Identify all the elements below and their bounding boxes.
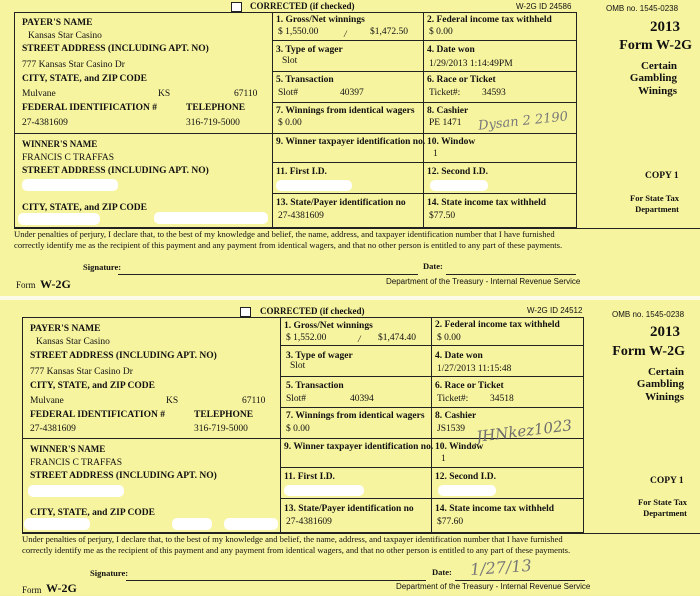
box4-label: 4. Date won (435, 351, 483, 361)
box1-gross: $ 1,552.00 (286, 333, 327, 343)
box9-label: 9. Winner taxpayer identification no. (284, 442, 434, 452)
form-id: W-2G ID 24586 (516, 2, 572, 11)
box6-value: 34593 (482, 88, 506, 98)
copy-label: COPY 1 (645, 171, 679, 181)
winner-name: FRANCIS C TRAFFAS (30, 458, 123, 468)
telephone: 316-719-5000 (186, 118, 240, 128)
form-code-bottom: W-2G (46, 581, 77, 595)
corrected-checkbox[interactable] (231, 2, 242, 12)
date-label: Date: (432, 567, 452, 577)
corrected-label: CORRECTED (if checked) (250, 1, 355, 11)
payer-city: Mulvane (30, 396, 64, 406)
redaction-second-id (430, 180, 488, 191)
box7-value: $ 0.00 (278, 118, 302, 128)
payer-name-label: PAYER'S NAME (30, 324, 101, 334)
payer-name: Kansas Star Casino (36, 337, 110, 347)
payer-state: KS (158, 89, 171, 99)
box3-value: Slot (290, 361, 306, 371)
winner-street-label: STREET ADDRESS (INCLUDING APT. NO) (30, 471, 217, 481)
box4-value: 1/27/2013 11:15:48 (437, 364, 512, 374)
box8-label: 8. Cashier (427, 106, 469, 116)
perjury-statement: Under penalties of perjury, I declare that, to the best of my knowledge and belief, the name, address, and taxpayer identification number that I have furnished correctly identify me as the recipient of this payment and any payment from identical wagers, and that no other person is entitled to any part of these payments. (22, 534, 571, 555)
w2g-form-2 (0, 300, 700, 595)
box6-label: 6. Race or Ticket (427, 75, 496, 85)
box3-label: 3. Type of wager (286, 351, 353, 361)
payer-street: 777 Kansas Star Casino Dr (22, 60, 125, 70)
box14-value: $77.60 (437, 517, 464, 527)
tax-year: 2013 (650, 324, 680, 340)
form-title: Form W-2G (619, 38, 692, 53)
box3-value: Slot (282, 56, 298, 66)
winner-name: FRANCIS C TRAFFAS (22, 153, 115, 163)
date-handwriting: 1/27/13 (469, 555, 533, 580)
box13-label: 13. State/Payer identification no (284, 504, 414, 514)
box8-value: JS1539 (437, 424, 465, 434)
form-subtitle-3: Winings (638, 85, 677, 97)
payer-zip: 67110 (234, 89, 258, 99)
redaction-winner-zip (224, 518, 278, 530)
box1-gross: $ 1,550.00 (278, 27, 319, 37)
box6-prefix: Ticket#: (429, 88, 461, 98)
box11-label: 11. First I.D. (276, 167, 327, 177)
fed-id: 27-4381609 (22, 118, 68, 128)
form-label-bottom: Form (22, 585, 42, 595)
box13-value: 27-4381609 (286, 517, 332, 527)
box9-label: 9. Winner taxpayer identification no. (276, 137, 426, 147)
copy-sub-1: For State Tax (630, 193, 679, 203)
winner-city-label: CITY, STATE, and ZIP CODE (22, 203, 147, 213)
payer-state: KS (166, 396, 179, 406)
box8-label: 8. Cashier (435, 411, 477, 421)
redaction-winner-zip (154, 212, 268, 224)
box10-value: 1 (433, 149, 438, 159)
redaction-winner-street (28, 485, 124, 497)
payer-street-label: STREET ADDRESS (INCLUDING APT. NO) (22, 44, 209, 54)
box1-sep: / (358, 335, 361, 345)
redaction-first-id (276, 180, 352, 191)
box7-label: 7. Winnings from identical wagers (276, 106, 415, 116)
payer-name-label: PAYER'S NAME (22, 18, 93, 28)
signature-label: Signature: (83, 262, 122, 272)
box1-label: 1. Gross/Net winnings (284, 321, 373, 331)
box8-value: PE 1471 (429, 118, 462, 128)
form-subtitle-2: Gambling (629, 72, 677, 84)
form-subtitle-2: Gambling (636, 378, 684, 390)
payer-zip: 67110 (242, 396, 266, 406)
fed-id-label: FEDERAL IDENTIFICATION # (22, 103, 157, 113)
omb-number: OMB no. 1545-0238 (612, 310, 685, 319)
box6-prefix: Ticket#: (437, 394, 469, 404)
form-code-bottom: W-2G (40, 277, 71, 291)
fed-id-label: FEDERAL IDENTIFICATION # (30, 410, 165, 420)
box14-label: 14. State income tax withheld (427, 198, 547, 208)
redaction-winner-state (172, 518, 212, 530)
box12-label: 12. Second I.D. (427, 167, 488, 177)
dept-treasury: Department of the Treasury - Internal Revenue Service (386, 277, 581, 286)
box1-label: 1. Gross/Net winnings (276, 15, 365, 25)
telephone: 316-719-5000 (194, 424, 248, 434)
corrected-label: CORRECTED (if checked) (260, 306, 365, 316)
payer-city-label: CITY, STATE, and ZIP CODE (22, 74, 147, 84)
box2-label: 2. Federal income tax withheld (435, 320, 560, 330)
redaction-winner-city (24, 518, 90, 530)
box5-label: 5. Transaction (286, 381, 344, 391)
box10-value: 1 (441, 454, 446, 464)
copy-label: COPY 1 (650, 476, 684, 486)
winner-city-label: CITY, STATE, and ZIP CODE (30, 508, 155, 518)
box5-prefix: Slot# (286, 394, 307, 404)
box2-value: $ 0.00 (429, 27, 453, 37)
copy-sub-2: Department (643, 508, 687, 518)
form-subtitle-1: Certain (640, 60, 677, 72)
dept-treasury: Department of the Treasury - Internal Revenue Service (396, 582, 591, 591)
payer-city-label: CITY, STATE, and ZIP CODE (30, 381, 155, 391)
form-title: Form W-2G (612, 344, 685, 359)
fed-id: 27-4381609 (30, 424, 76, 434)
redaction-second-id (438, 485, 496, 496)
date-label: Date: (423, 261, 443, 271)
box5-label: 5. Transaction (276, 75, 334, 85)
form-subtitle-3: Winings (645, 391, 684, 403)
redaction-winner-street (22, 179, 118, 191)
payer-street-label: STREET ADDRESS (INCLUDING APT. NO) (30, 351, 217, 361)
box12-label: 12. Second I.D. (435, 472, 496, 482)
box7-label: 7. Winnings from identical wagers (286, 411, 425, 421)
payer-city: Mulvane (22, 89, 56, 99)
winner-name-label: WINNER'S NAME (30, 444, 106, 454)
box14-label: 14. State income tax withheld (435, 504, 555, 514)
box4-label: 4. Date won (427, 45, 475, 55)
tax-year: 2013 (650, 19, 680, 35)
box13-value: 27-4381609 (278, 211, 324, 221)
box1-net: $1,472.50 (370, 27, 408, 37)
box10-label: 10. Window (427, 137, 476, 147)
copy-sub-2: Department (635, 204, 679, 214)
box11-label: 11. First I.D. (284, 472, 335, 482)
box5-prefix: Slot# (278, 88, 299, 98)
copy-sub-1: For State Tax (638, 497, 687, 507)
corrected-checkbox[interactable] (240, 307, 251, 317)
box10-label: 10. Window (435, 442, 484, 452)
cashier-handwriting: JHNkez1023 (475, 416, 574, 446)
box1-net: $1,474.40 (378, 333, 416, 343)
redaction-first-id (284, 485, 364, 496)
payer-name: Kansas Star Casino (28, 31, 102, 41)
box7-value: $ 0.00 (286, 424, 310, 434)
box3-label: 3. Type of wager (276, 45, 343, 55)
box6-label: 6. Race or Ticket (435, 381, 504, 391)
omb-number: OMB no. 1545-0238 (606, 4, 679, 13)
winner-name-label: WINNER'S NAME (22, 139, 98, 149)
box5-value: 40397 (340, 88, 364, 98)
box4-value: 1/29/2013 1:14:49PM (429, 59, 513, 69)
telephone-label: TELEPHONE (194, 410, 254, 420)
box1-sep: / (344, 30, 347, 40)
box2-label: 2. Federal income tax withheld (427, 15, 552, 25)
signature-label: Signature: (90, 568, 129, 578)
box2-value: $ 0.00 (437, 333, 461, 343)
cashier-handwriting: Dysan 2 2190 (477, 109, 569, 134)
box13-label: 13. State/Payer identification no (276, 198, 406, 208)
form-id: W-2G ID 24512 (527, 306, 583, 315)
form-label-bottom: Form (16, 280, 36, 290)
payer-street: 777 Kansas Star Casino Dr (30, 367, 133, 377)
winner-street-label: STREET ADDRESS (INCLUDING APT. NO) (22, 166, 209, 176)
form-subtitle-1: Certain (647, 366, 684, 378)
box6-value: 34518 (490, 394, 514, 404)
perjury-statement: Under penalties of perjury, I declare that, to the best of my knowledge and belief, the name, address, and taxpayer identification number that I have furnished correctly identify me as the recipient of this payment and any payment from identical wagers, and that no other person is entitled to any part of these payments. (14, 229, 563, 250)
box5-value: 40394 (350, 394, 374, 404)
redaction-winner-city (18, 213, 100, 225)
telephone-label: TELEPHONE (186, 103, 246, 113)
box14-value: $77.50 (429, 211, 456, 221)
